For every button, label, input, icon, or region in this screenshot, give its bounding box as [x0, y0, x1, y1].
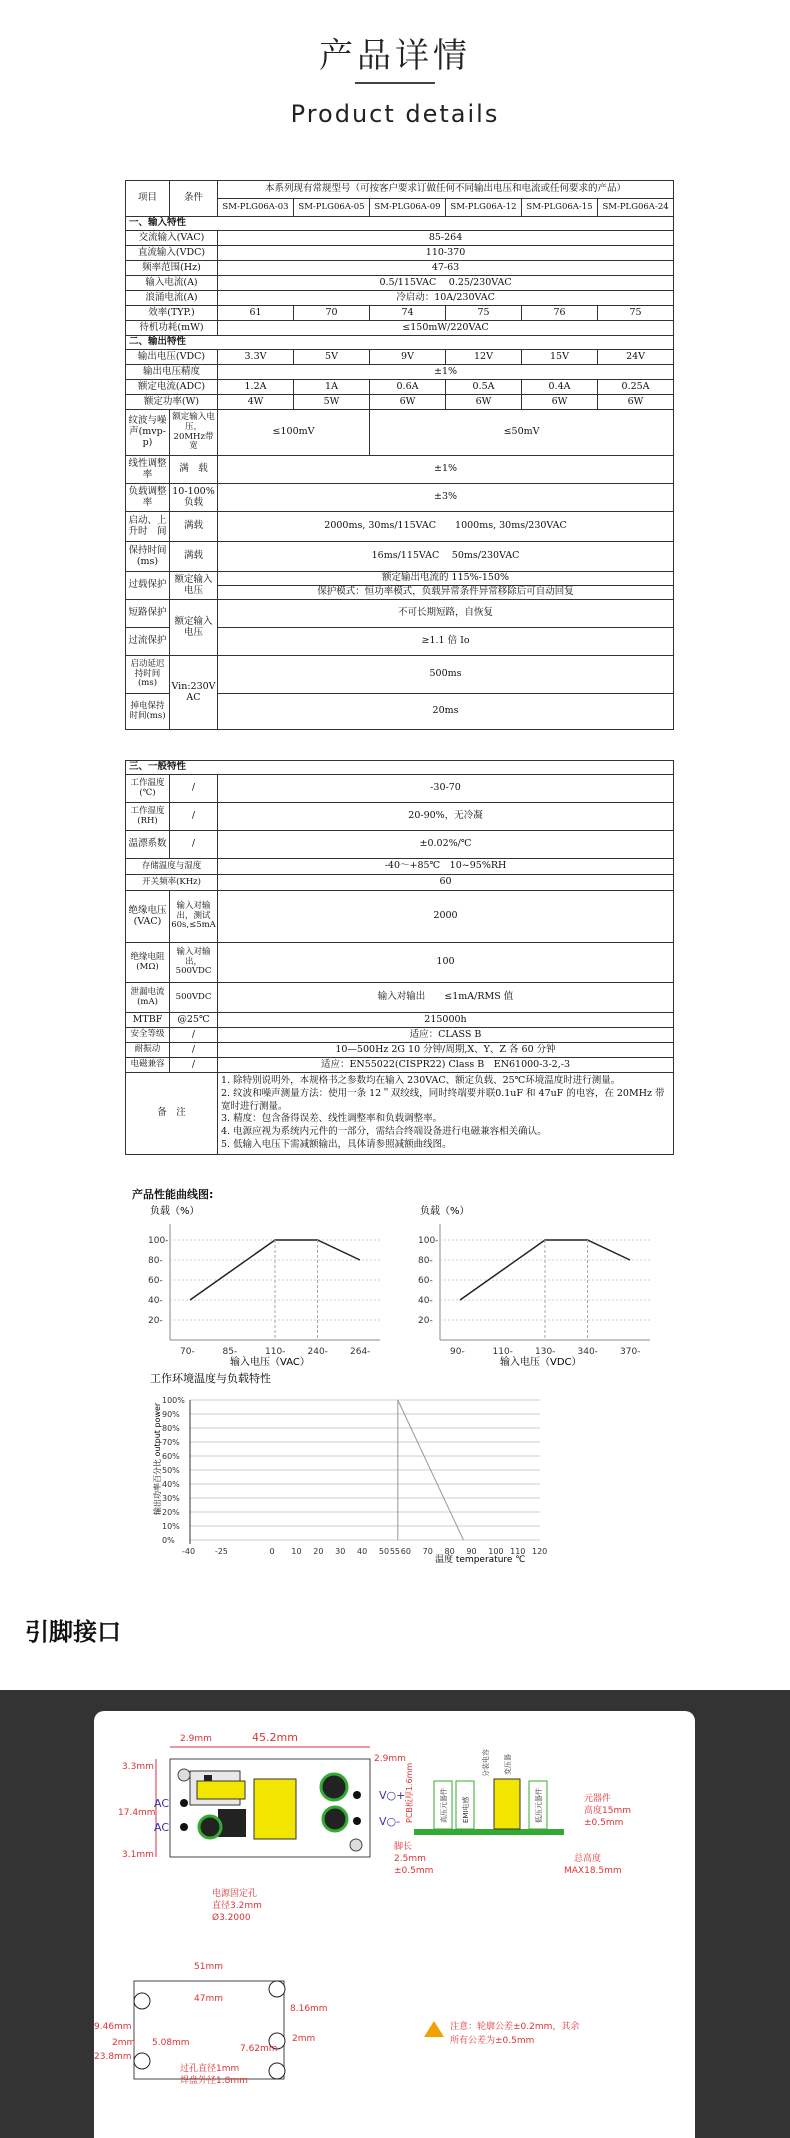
pow-value: 6W: [446, 395, 522, 410]
y-tick-label: 100-: [148, 1236, 169, 1246]
dim-label: ±0.5mm: [394, 1866, 434, 1876]
row-cond: 满载: [170, 512, 218, 542]
note-line: 3. 精度：包含备得误差、线性调整率和负载调整率。: [221, 1113, 443, 1125]
row-value: 2000ms, 30ms/115VAC 1000ms, 30ms/230VAC: [218, 512, 674, 542]
eff-value: 74: [370, 306, 446, 321]
y-tick-label: 60-: [418, 1276, 433, 1286]
row-label: 泄漏电流(mA): [126, 983, 170, 1013]
transformer-side: [494, 1779, 520, 1829]
y-tick-label: 80-: [418, 1256, 433, 1266]
temperature-derating-chart: [130, 1370, 650, 1570]
x-axis-label: 输入电压（VDC）: [500, 1357, 582, 1368]
cap-a: [199, 1816, 221, 1838]
chart-title: 工作环境温度与负载特性: [150, 1372, 271, 1385]
row-label: 绝缘电压(VAC): [126, 891, 170, 943]
pin-label-ac: AC: [154, 1821, 170, 1834]
x-tick-label: 100: [488, 1547, 504, 1556]
row-value: ±1%: [218, 365, 674, 380]
row-value: -30-70: [218, 775, 674, 803]
model: SM-PLG06A-05: [294, 199, 370, 217]
row-value: 85-264: [218, 231, 674, 246]
row-value: 500ms: [218, 656, 674, 694]
warning-text: 注意：轮廓公差±0.2mm，其余: [450, 2022, 580, 2032]
pin-label-vplus: V○+: [379, 1789, 406, 1802]
volt-value: 9V: [370, 350, 446, 365]
row-cond: 输入对输出，测试60s,≤5mA: [170, 891, 218, 943]
note-line: 2. 纹波和噪声测量方法：使用一条 12＂双绞线，同时终端要并联0.1uF 和 47uF 的电容，在 20MHz 带宽时进行测量。: [221, 1087, 665, 1112]
y-tick-label: 90%: [162, 1410, 180, 1419]
warning-icon: [424, 2021, 444, 2037]
x-tick-label: 120: [532, 1547, 548, 1556]
x-tick-label: 20: [313, 1547, 324, 1556]
transformer: [254, 1779, 296, 1839]
row-label: 温漂系数: [126, 831, 170, 859]
cur-value: 1A: [294, 380, 370, 395]
row-label: 绝缘电阻(MΩ): [126, 943, 170, 983]
cur-value: 1.2A: [218, 380, 294, 395]
x-tick-label: 110-: [492, 1347, 513, 1357]
pin-vminus: [353, 1817, 361, 1825]
bottom-pad: [134, 1993, 150, 2009]
y-tick-label: 80-: [148, 1256, 163, 1266]
row-label: 过流保护: [126, 628, 170, 656]
y-tick-label: 40-: [148, 1296, 163, 1306]
row-label: 输出电压(VDC): [126, 350, 218, 365]
x-tick-label: -40: [182, 1547, 196, 1556]
x-tick-label: 90-: [450, 1347, 465, 1357]
row-cond: Vin:230V AC: [170, 656, 218, 730]
x-tick-label: 340-: [577, 1347, 598, 1357]
row-cond: 输入对输出，500VDC: [170, 943, 218, 983]
row-value: 保护模式：恒功率模式，负载异常条件异常移除后可自动回复: [218, 586, 674, 600]
row-label: 电磁兼容: [126, 1058, 170, 1073]
y-tick-label: 50%: [162, 1466, 180, 1475]
bottom-pad: [134, 2053, 150, 2069]
head-note: 本系列现有常规型号（可按客户要求订做任何不同输出电压和电流或任何要求的产品）: [218, 181, 674, 199]
dim-label: 7.62mm: [240, 2044, 278, 2054]
pin-section-title: 引脚接口: [25, 1618, 121, 1646]
row-value: ±3%: [218, 484, 674, 512]
side-label: 低压元器件: [535, 1788, 543, 1823]
row-cond: @25℃: [170, 1013, 218, 1028]
side-label: EMI电感: [462, 1796, 470, 1823]
x-tick-label: 40: [357, 1547, 368, 1556]
y-axis-label: 输出功率百分比 output power: [153, 1402, 162, 1515]
model: SM-PLG06A-24: [598, 199, 674, 217]
eff-value: 70: [294, 306, 370, 321]
row-cond: 10-100%负载: [170, 484, 218, 512]
y-tick-label: 100%: [162, 1396, 185, 1405]
notes-label: 备 注: [126, 1073, 218, 1155]
volt-value: 15V: [522, 350, 598, 365]
row-label: 输入电流(A): [126, 276, 218, 291]
y-tick-label: 0%: [162, 1536, 175, 1545]
section-output: 二、输出特性: [126, 336, 674, 350]
model: SM-PLG06A-03: [218, 199, 294, 217]
row-value: 16ms/115VAC 50ms/230VAC: [218, 542, 674, 572]
eff-value: 61: [218, 306, 294, 321]
row-value: ≥1.1 倍 Io: [218, 628, 674, 656]
row-value: 输入对输出 ≤1mA/RMS 值: [218, 983, 674, 1013]
row-value: 0.5/115VAC 0.25/230VAC: [218, 276, 674, 291]
row-value: 2000: [218, 891, 674, 943]
cur-value: 0.4A: [522, 380, 598, 395]
row-cond: 额定输入电压，20MHz带宽: [170, 410, 218, 456]
y-tick-label: 20%: [162, 1508, 180, 1517]
side-label: 高压元器件: [440, 1788, 448, 1823]
row-label: 启动延迟持时间(ms): [126, 656, 170, 694]
row-label: 保持时间(ms): [126, 542, 170, 572]
volt-value: 24V: [598, 350, 674, 365]
y-tick-label: 70%: [162, 1438, 180, 1447]
row-label: 安全等级: [126, 1028, 170, 1043]
row-label: 额定功率(W): [126, 395, 218, 410]
dim-label: 过孔直径1mm: [180, 2064, 240, 2074]
row-label: 频率范围(Hz): [126, 261, 218, 276]
row-label: 工作温度(℃): [126, 775, 170, 803]
dim-label: 脚长: [394, 1842, 413, 1852]
row-label: 过载保护: [126, 572, 170, 600]
dim-label: 3.3mm: [122, 1762, 154, 1772]
pin-label-vminus: V○-: [379, 1815, 401, 1828]
x-tick-label: 10: [291, 1547, 302, 1556]
row-value: -40～+85℃ 10~95%RH: [218, 859, 674, 875]
slash: /: [170, 831, 218, 859]
row-label: 输出电压精度: [126, 365, 218, 380]
pow-value: 4W: [218, 395, 294, 410]
x-tick-label: 50: [378, 1547, 390, 1556]
note-line: 1. 除特别说明外，本规格书之参数均在输入 230VAC、额定负载、25℃环境温度时进行测量。: [221, 1075, 621, 1086]
row-label: 线性调整率: [126, 456, 170, 484]
title-divider: [355, 82, 435, 84]
y-tick-label: 20-: [418, 1316, 433, 1326]
dim-label: 总高度: [574, 1854, 602, 1864]
pin-ac: [180, 1823, 188, 1831]
cur-value: 0.5A: [446, 380, 522, 395]
row-label: 直流输入(VDC): [126, 246, 218, 261]
y-tick-label: 20-: [148, 1316, 163, 1326]
y-tick-label: 40%: [162, 1480, 180, 1489]
input-cap: [197, 1781, 245, 1799]
cap-c: [321, 1774, 347, 1800]
row-value: 20-90%，无冷凝: [218, 803, 674, 831]
note-line: 5. 低输入电压下需减额输出，具体请参照减额曲线图。: [221, 1139, 452, 1151]
row-label: 额定电流(ADC): [126, 380, 218, 395]
row-label: 交流输入(VAC): [126, 231, 218, 246]
dim-label: 23.8mm: [94, 2052, 132, 2062]
x-axis-label: 温度 temperature ℃: [435, 1555, 526, 1565]
row-label: 启动、上升时 间: [126, 512, 170, 542]
row-cond: 满载: [170, 542, 218, 572]
pin-drawing: [94, 1711, 695, 2138]
cur-value: 0.25A: [598, 380, 674, 395]
bottom-pad: [269, 1981, 285, 1997]
y-tick-label: 10%: [162, 1522, 180, 1531]
row-value: 不可长期短路，自恢复: [218, 600, 674, 628]
row-label: 浪涌电流(A): [126, 291, 218, 306]
x-tick-label: 80: [444, 1547, 455, 1556]
row-label: 效率(TYP.): [126, 306, 218, 321]
row-value: 冷启动：10A/230VAC: [218, 291, 674, 306]
x-tick-label: 240-: [307, 1347, 328, 1357]
dim-label: 3.1mm: [122, 1850, 154, 1860]
x-tick-label: 55: [389, 1547, 400, 1556]
slash: /: [170, 1028, 218, 1043]
spec-table-general: [125, 760, 674, 1155]
cap-b: [323, 1807, 347, 1831]
row-label: 开关频率(KHz): [126, 875, 218, 891]
dim-label: MAX18.5mm: [564, 1866, 622, 1876]
row-value: 215000h: [218, 1013, 674, 1028]
y-tick-label: 40-: [418, 1296, 433, 1306]
row-label: 工作湿度(RH): [126, 803, 170, 831]
head-item: 项目: [126, 181, 170, 217]
eff-value: 75: [598, 306, 674, 321]
dim-label: 2.9mm: [374, 1754, 406, 1764]
x-tick-label: 0: [269, 1547, 275, 1556]
dim-label: 5.08mm: [152, 2038, 190, 2048]
pow-value: 5W: [294, 395, 370, 410]
bridge: [218, 1809, 246, 1837]
dim-label: 47mm: [194, 1994, 223, 2004]
dim-label: 2.5mm: [394, 1854, 426, 1864]
row-label: 待机功耗(mW): [126, 321, 218, 336]
row-value: 110-370: [218, 246, 674, 261]
x-axis-label: 输入电压（VAC）: [230, 1357, 310, 1368]
pin-ac: [180, 1799, 188, 1807]
model: SM-PLG06A-09: [370, 199, 446, 217]
mount-hole: [350, 1839, 362, 1851]
head-cond: 条件: [170, 181, 218, 217]
mount-hole: [178, 1769, 190, 1781]
pin-vplus: [353, 1791, 361, 1799]
pcb-side: [414, 1829, 564, 1835]
pin-label-ac: AC: [154, 1797, 170, 1810]
curves-title: 产品性能曲线图:: [132, 1188, 214, 1201]
pow-value: 6W: [522, 395, 598, 410]
row-value: ±1%: [218, 456, 674, 484]
dim-label: 51mm: [194, 1962, 223, 1972]
spec-table-io: [125, 180, 674, 730]
volt-value: 12V: [446, 350, 522, 365]
x-tick-label: 70: [422, 1547, 433, 1556]
ripple-a: ≤100mV: [218, 410, 370, 456]
row-cond: 满 载: [170, 456, 218, 484]
dim-label: 焊盘外径1.8mm: [180, 2076, 248, 2086]
dim-label: 高度15mm: [584, 1806, 631, 1816]
derating-chart-vac: [130, 1200, 390, 1370]
cur-value: 0.6A: [370, 380, 446, 395]
row-value: 100: [218, 943, 674, 983]
page-title-en: Product details: [290, 100, 500, 128]
model: SM-PLG06A-12: [446, 199, 522, 217]
dim-label: 2mm: [292, 2034, 316, 2044]
row-label: 负载调整率: [126, 484, 170, 512]
y-tick-label: 100-: [418, 1236, 439, 1246]
ripple-b: ≤50mV: [370, 410, 674, 456]
dim-label: 元器件: [584, 1794, 612, 1804]
slash: /: [170, 1058, 218, 1073]
y-axis-label: 负载（%）: [150, 1206, 200, 1217]
dim-label: 45.2mm: [252, 1731, 298, 1744]
dim-label: ±0.5mm: [584, 1818, 624, 1828]
x-tick-label: 130-: [535, 1347, 556, 1357]
volt-value: 5V: [294, 350, 370, 365]
dim-label: 电源固定孔: [212, 1889, 258, 1899]
eff-value: 76: [522, 306, 598, 321]
dim-label: 直径3.2mm: [212, 1901, 262, 1911]
row-value: 20ms: [218, 694, 674, 730]
note-line: 4. 电源应视为系统内元件的一部分，需结合终端设备进行电磁兼容相关确认。: [221, 1126, 547, 1138]
side-label: 分装电容: [482, 1749, 490, 1777]
model: SM-PLG06A-15: [522, 199, 598, 217]
section-general: 三、一般特性: [126, 761, 674, 775]
y-axis-label: 负载（%）: [420, 1206, 470, 1217]
row-value: 额定输出电流的 115%-150%: [218, 572, 674, 586]
side-label: 变压器: [504, 1754, 512, 1775]
pow-value: 6W: [370, 395, 446, 410]
warning-text: 所有公差为±0.5mm: [450, 2036, 535, 2046]
x-tick-label: 110-: [265, 1347, 286, 1357]
x-tick-label: 110: [510, 1547, 526, 1556]
dim-label: 17.4mm: [118, 1808, 156, 1818]
derating-chart-vdc: [410, 1200, 670, 1370]
row-value: 适应：EN55022(CISPR22) Class B EN61000-3-2,-3: [218, 1058, 674, 1073]
dim-label: 2.9mm: [180, 1734, 212, 1744]
x-tick-label: -25: [214, 1547, 228, 1556]
dim-label: 2mm: [112, 2038, 136, 2048]
y-tick-label: 30%: [162, 1494, 180, 1503]
y-tick-label: 80%: [162, 1424, 180, 1433]
volt-value: 3.3V: [218, 350, 294, 365]
page-title-cn: 产品详情: [319, 36, 471, 76]
x-tick-label: 70-: [180, 1347, 195, 1357]
x-tick-label: 60: [400, 1547, 411, 1556]
section-input: 一、输入特性: [126, 217, 674, 231]
y-tick-label: 60-: [148, 1276, 163, 1286]
row-cond: 500VDC: [170, 983, 218, 1013]
eff-value: 75: [446, 306, 522, 321]
row-cond: 额定输入电压: [170, 572, 218, 600]
row-label: 存储温度与湿度: [126, 859, 218, 875]
slash: /: [170, 1043, 218, 1058]
row-value: ≤150mW/220VAC: [218, 321, 674, 336]
row-cond: 额定输入电压: [170, 600, 218, 656]
row-label: MTBF: [126, 1013, 170, 1028]
row-value: 适应：CLASS B: [218, 1028, 674, 1043]
pow-value: 6W: [598, 395, 674, 410]
slash: /: [170, 775, 218, 803]
row-label: 耐振动: [126, 1043, 170, 1058]
x-tick-label: 30: [335, 1547, 346, 1556]
y-tick-label: 60%: [162, 1452, 180, 1461]
notes-block: [218, 1073, 674, 1155]
row-value: 47-63: [218, 261, 674, 276]
dim-label: 8.16mm: [290, 2004, 328, 2014]
dim-label: 9.46mm: [94, 2022, 132, 2032]
dim-label: Ø3.2000: [212, 1913, 251, 1923]
x-tick-label: 370-: [620, 1347, 641, 1357]
dim-label: PCB板厚1.6mm: [405, 1762, 414, 1823]
row-value: ±0.02%/℃: [218, 831, 674, 859]
x-tick-label: 264-: [350, 1347, 371, 1357]
x-tick-label: 90: [466, 1547, 477, 1556]
x-tick-label: 85-: [222, 1347, 238, 1357]
row-value: 60: [218, 875, 674, 891]
slash: /: [170, 803, 218, 831]
row-label: 掉电保持时间(ms): [126, 694, 170, 730]
bottom-pad: [269, 2063, 285, 2079]
row-value: 10—500Hz 2G 10 分钟/周期,X、Y、Z 各 60 分钟: [218, 1043, 674, 1058]
row-label: 纹波与噪声(mvp-p): [126, 410, 170, 456]
row-label: 短路保护: [126, 600, 170, 628]
